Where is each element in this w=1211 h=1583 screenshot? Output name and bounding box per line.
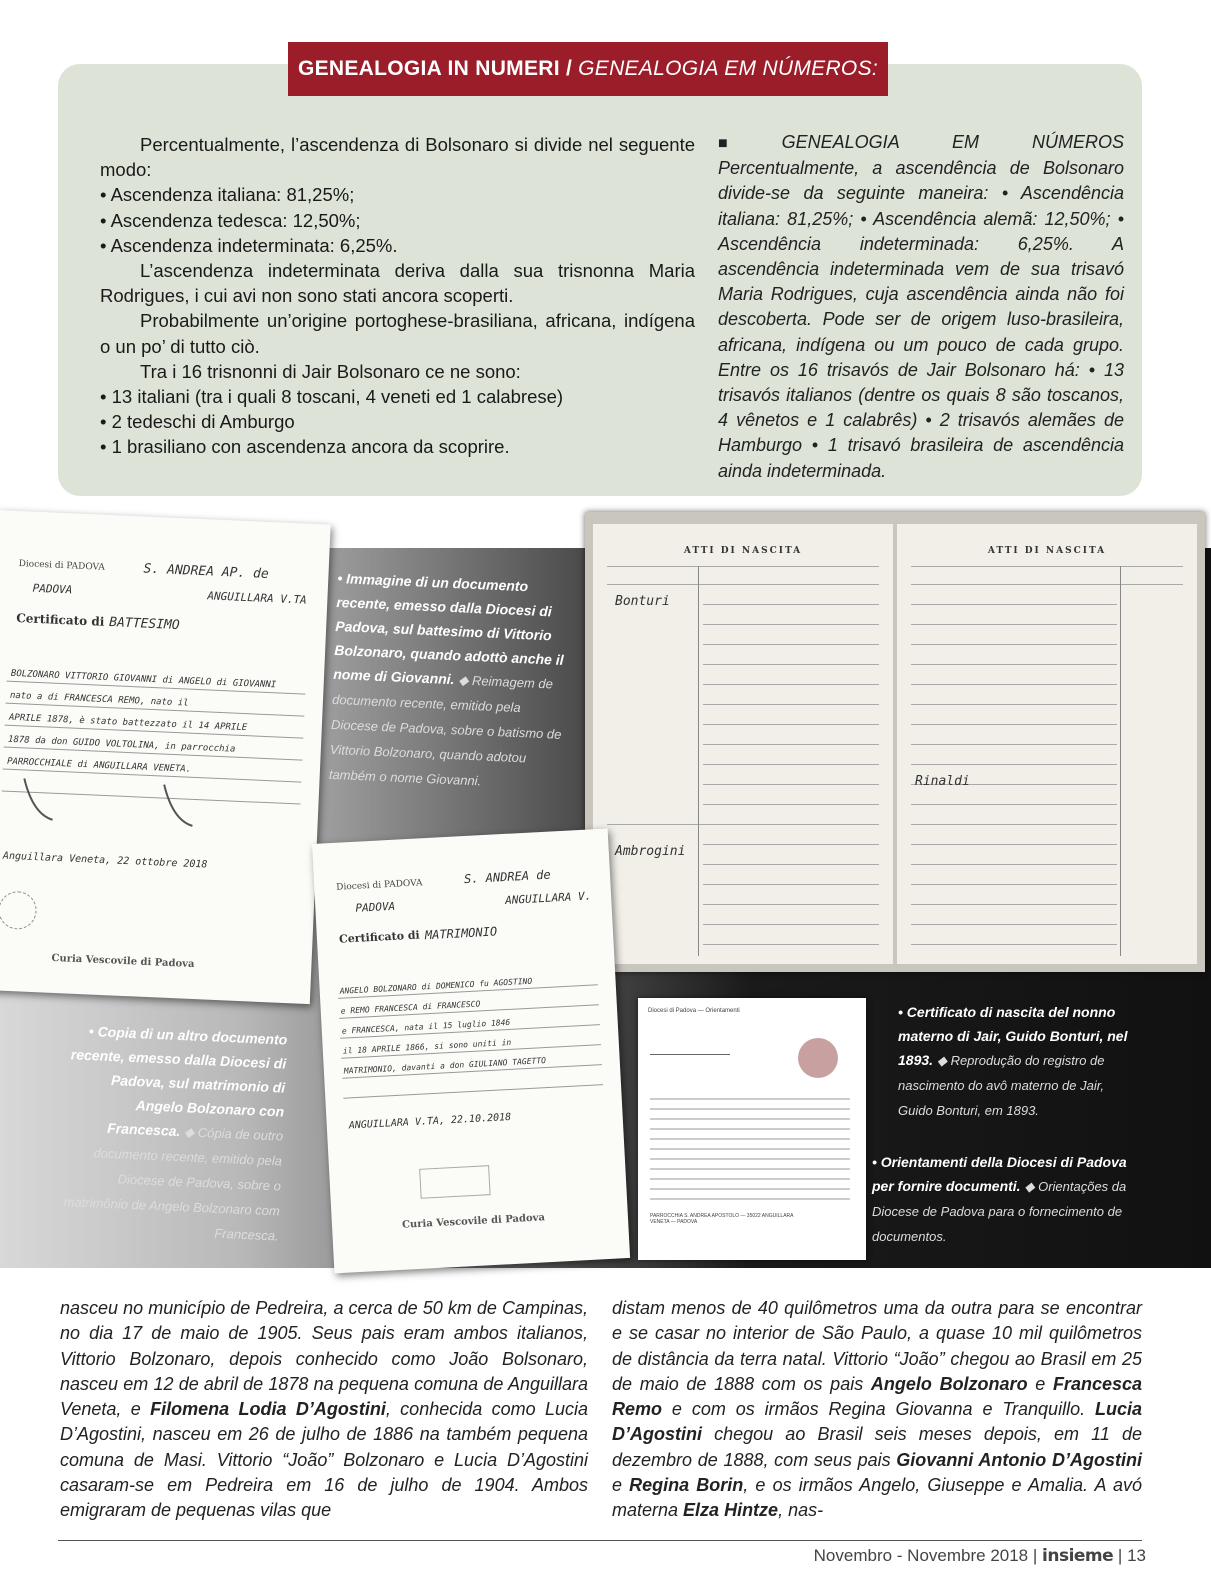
article-right-text-4: chegou ao Brasil seis meses depois, em 11 de dezembro de 1888, com seus pais	[612, 1424, 1142, 1470]
article-right-name-3: Lucia D’Agostini	[612, 1399, 1142, 1445]
caption-guidelines-it: Orientamenti della Diocesi di Padova per fornire documenti.	[872, 1154, 1127, 1194]
bullet-icon: •	[872, 1154, 877, 1170]
caption-birth-pt: Reprodução do registro de nascimento do avô materno de Jair, Guido Bonturi, em 1893.	[898, 1053, 1105, 1118]
article-left-name-1: Filomena Lodia D’Agostini	[150, 1399, 386, 1420]
article-right-name-2: Francesca Remo	[612, 1373, 1142, 1420]
article-right-name-4: Giovanni Antonio D’Agostini	[896, 1449, 1142, 1470]
bullet-icon: •	[898, 1004, 903, 1020]
caption-marriage-it: Copia di un altro documento recente, emesso dalla Diocesi di Padova, sul matrimonio di Angelo Bolzonaro con Francesca.	[70, 1023, 288, 1140]
register-name-3: Rinaldi	[915, 774, 970, 789]
caption-marriage	[56, 1018, 287, 1248]
article-right-text-7: , nas-	[778, 1500, 824, 1521]
doc2-handwriting-2: e REMO FRANCESCA di FRANCESCO	[340, 999, 481, 1016]
diocese-guidelines-letter	[638, 998, 866, 1260]
doc1-handwriting-5: PARROCCHIALE di ANGUILLARA VENETA.	[6, 756, 192, 775]
article-right-text-3: e com os irmãos Regina Giovanna e Tranquillo.	[662, 1399, 1095, 1420]
register-name-2: Ambrogini	[615, 844, 686, 859]
box-title	[288, 42, 888, 96]
square-bullet-icon: ■	[718, 135, 776, 152]
register-right-heading: ATTI DI NASCITA	[987, 546, 1107, 556]
caption-marriage-pt: Cópia de outro documento recente, emitido pela Diocese de Padova, sobre o matrimônio de Angelo Bolzonaro com Francesca.	[63, 1124, 284, 1244]
doc2-handwriting-3: e FRANCESCA, nata il 15 luglio 1846	[341, 1017, 511, 1036]
footer-date: Novembro - Novembre 2018	[813, 1546, 1029, 1565]
diamond-icon: ◆	[183, 1124, 195, 1140]
doc2-curia: Curia Vescovile di Padova	[401, 1212, 546, 1231]
article-right-text-6: , e os irmãos Angelo, Giuseppe e Amalia. A avó materna	[612, 1475, 1143, 1521]
doc1-scribble	[12, 773, 214, 832]
doc2-cert-type: MATRIMONIO	[424, 924, 498, 943]
doc1-cert-type: BATTESIMO	[108, 615, 180, 634]
it-paragraph-3: Probabilmente un’origine portoghese-brasiliana, africana, indígena o un po’ di tutto ciò.	[100, 310, 695, 357]
article-right-name-1: Angelo Bolzonaro	[870, 1373, 1028, 1394]
article-left-text-2: , conhecida como Lucia D’Agostini, nasceu em 26 de julho de 1886 na também pequena comuna de Masi. Vittorio “João” Bolzonaro e Lucia D’Agostini casaram-se em Pedreira em 16 de julho de 1904. Ambos emigraram de pequenas vilas que	[60, 1399, 588, 1521]
bullet-icon: •	[337, 569, 343, 587]
doc2-handwriting-1: ANGELO BOLZONARO di DOMENICO fu AGOSTINO	[339, 976, 533, 996]
seal-icon	[798, 1038, 838, 1078]
portuguese-column	[718, 130, 1124, 484]
pt-text: GENEALOGIA EM NÚMEROS Percentualmente, a ascendência de Bolsonaro divide-se da seguinte maneira: • Ascendência italiana: 81,25%; • Ascendência alemã: 12,50%; • Ascendência indeterminada: 6,25%. A ascendência indeterminada vem de sua trisavó Maria Rodrigues, cuja ascendência ainda não foi descoberta. Pode ser de origem luso-brasileira, africana, indígena ou um pouco de cada grupo. Entre os 16 trisavós de Jair Bolsonaro há: • 13 trisavós italianos (dentre os quais 8 são toscanos, 4 vênetos e 1 calabrês) • 2 trisavós alemães de Hamburgo • 1 trisavó brasileira de ascendência ainda indeterminada.	[718, 132, 1124, 481]
diamond-icon: ◆	[1024, 1179, 1035, 1194]
page-number: 13	[1127, 1546, 1146, 1565]
doc2-stamp	[419, 1165, 490, 1199]
article-right-text-2: e	[1027, 1373, 1053, 1394]
diamond-icon: ◆	[458, 672, 469, 688]
doc1-handwriting-3: APRILE 1878, è stato battezzato il 14 APRILE	[8, 712, 248, 734]
doc1-place-date: Anguillara Veneta, 22 ottobre 2018	[2, 850, 208, 871]
marriage-certificate-photo	[312, 829, 630, 1274]
caption-guidelines	[872, 1150, 1134, 1249]
article-right-text-1: distam menos de 40 quilômetros uma da outra para se encontrar e se casar no interior de São Paulo, a quase 10 mil quilômetros de distância da terra natal. Vittorio “João” chegou ao Brasil em 25 de maio de 1888 com os pais	[612, 1298, 1142, 1394]
doc2-cert-label: Certificato di	[338, 928, 420, 946]
birth-register-photo	[585, 512, 1205, 972]
register-right-page	[897, 524, 1197, 964]
baptism-certificate-photo	[0, 510, 331, 1004]
doc2-place-date: ANGUILLARA V.TA, 22.10.2018	[348, 1111, 512, 1132]
it-bullet-3: • Ascendenza indeterminata: 6,25%.	[100, 234, 398, 256]
doc1-diocese: Diocesi di PADOVA	[18, 559, 106, 573]
register-left-page	[593, 524, 893, 964]
caption-birth-register	[898, 1000, 1130, 1123]
diamond-icon: ◆	[936, 1053, 947, 1068]
article-right-column	[612, 1296, 1142, 1524]
doc1-stamp	[0, 891, 37, 931]
doc2-handwriting-5: MATRIMONIO, davanti a don GIULIANO TAGETTO	[343, 1056, 547, 1076]
letter-heading: Diocesi di Padova — Orientamenti	[648, 1008, 740, 1014]
it-paragraph-1: Percentualmente, l’ascendenza di Bolsonaro si divide nel seguente modo:	[100, 134, 695, 181]
doc1-curia: Curia Vescovile di Padova	[51, 952, 195, 971]
it-bullet-6: • 1 brasiliano con ascendenza ancora da scoprire.	[100, 436, 510, 458]
doc1-handwriting-4: 1878 da don GUIDO VOLTOLINA, in parrocchia	[7, 734, 236, 755]
it-bullet-5: • 2 tedeschi di Amburgo	[100, 411, 295, 433]
doc1-comune: ANGUILLARA V.TA	[207, 589, 307, 607]
doc1-handwriting-1: BOLZONARO VITTORIO GIOVANNI di ANGELO di GIOVANNI	[10, 668, 277, 691]
it-paragraph-4: Tra i 16 trisnonni di Jair Bolsonaro ce ne sono:	[140, 360, 521, 382]
doc1-handwriting-2: nato a di FRANCESCA REMO, nato il	[9, 690, 189, 709]
article-right-text-5: e	[612, 1475, 630, 1496]
letter-footer: PARROCCHIA S. ANDREA APOSTOLO — 35022 ANGUILLARA VENETA — PADOVA	[650, 1213, 794, 1225]
caption-baptism-pt: Reimagem de documento recente, emitido pela Diocese de Padova, sobre o batismo de Vittorio Bolzonaro, quando adotou também o nome Giovanni.	[328, 672, 562, 789]
article-right-name-5: Regina Borin	[629, 1475, 744, 1496]
it-bullet-1: • Ascendenza italiana: 81,25%;	[100, 184, 355, 206]
bullet-icon: •	[88, 1023, 95, 1040]
caption-guidelines-pt: Orientações da Diocese de Padova para o fornecimento de documentos.	[872, 1179, 1127, 1244]
article-right-name-6: Elza Hintze	[683, 1500, 779, 1521]
article-left-text-1: nasceu no município de Pedreira, a cerca de 50 km de Campinas, no dia 17 de maio de 1905. Seus pais eram ambos italianos, Vittorio Bolzonaro, depois conhecido como João Bolsonaro, nasceu em 12 de abril de 1878 na pequena comuna de Anguillara Veneta, e	[60, 1298, 588, 1420]
doc1-parish: S. ANDREA AP. de	[143, 561, 270, 582]
doc2-diocese: Diocesi di PADOVA	[336, 878, 423, 893]
doc2-comune: ANGUILLARA V.	[504, 889, 592, 907]
doc1-province: PADOVA	[32, 581, 73, 597]
box-title-pt: GENEALOGIA EM NÚMEROS:	[578, 57, 879, 80]
caption-birth-it: Certificato di nascita del nonno materno di Jair, Guido Bonturi, nel 1893.	[898, 1004, 1128, 1068]
it-paragraph-2: L’ascendenza indeterminata deriva dalla sua trisnonna Maria Rodrigues, i cui avi non sono stati ancora scoperti.	[100, 260, 695, 307]
footer-separator: |	[1117, 1546, 1123, 1565]
italian-column	[100, 132, 695, 460]
it-bullet-2: • Ascendenza tedesca: 12,50%;	[100, 209, 361, 231]
caption-baptism-it: Immagine di un documento recente, emesso dalla Diocesi di Padova, sul battesimo di Vittorio Bolzonaro, quando adottò anche il nome di Giovanni.	[332, 570, 564, 688]
page-footer	[814, 1546, 1146, 1566]
doc2-parish: S. ANDREA de	[463, 867, 551, 887]
caption-baptism	[328, 566, 569, 797]
doc1-cert-label: Certificato di	[16, 610, 105, 629]
doc2-handwriting-4: il 18 APRILE 1866, si sono uniti in	[342, 1037, 512, 1056]
register-name-1: Bonturi	[615, 594, 670, 609]
footer-brand: insieme	[1042, 1546, 1114, 1566]
footer-rule	[58, 1540, 1142, 1541]
it-bullet-4: • 13 italiani (tra i quali 8 toscani, 4 veneti ed 1 calabrese)	[100, 386, 564, 408]
register-left-heading: ATTI DI NASCITA	[683, 546, 803, 556]
doc2-province: PADOVA	[355, 899, 396, 915]
box-title-it: GENEALOGIA IN NUMERI /	[297, 57, 573, 80]
article-left-column	[60, 1296, 588, 1524]
footer-separator: |	[1032, 1546, 1038, 1565]
